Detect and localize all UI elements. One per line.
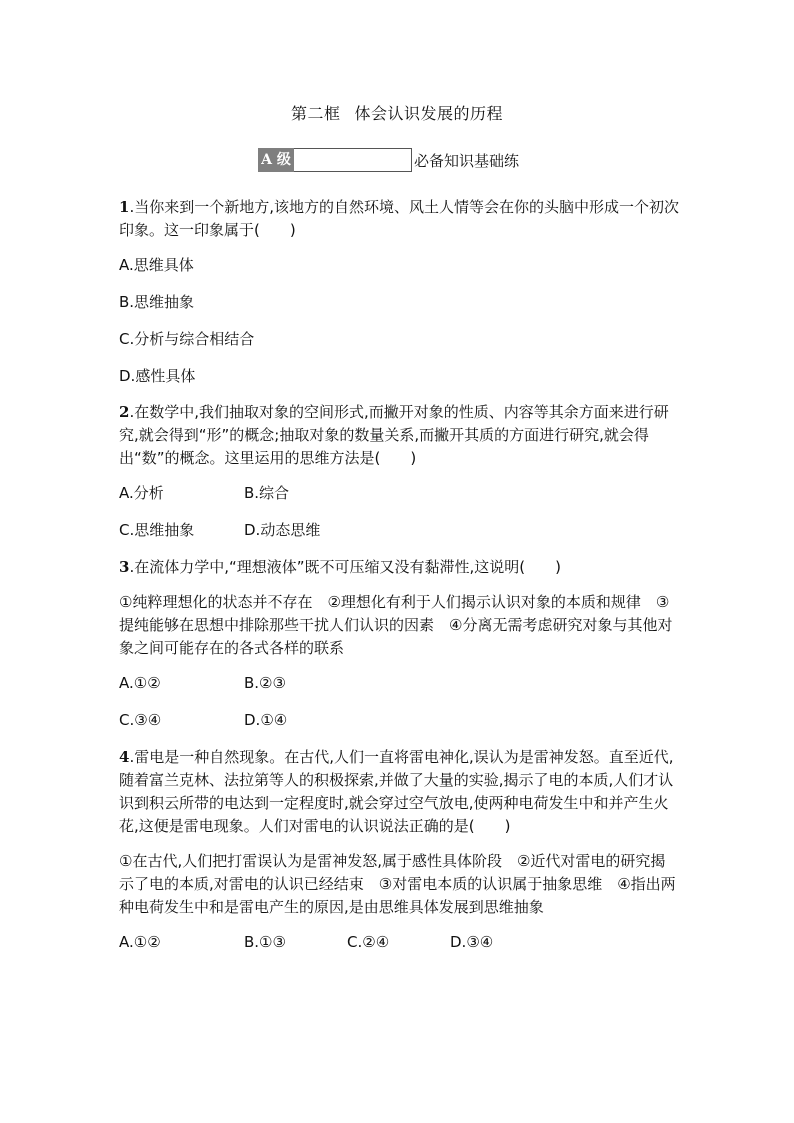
question-stem [119, 556, 679, 579]
option-c: C.思维抽象 [119, 521, 195, 539]
level-label: 必备知识基础练 [414, 152, 520, 170]
option-row [119, 931, 679, 953]
option-a: A.①② [119, 933, 161, 951]
option-row [119, 519, 679, 541]
question-4 [119, 746, 679, 953]
question-list [119, 196, 679, 953]
option-row [119, 482, 679, 504]
option-d: D.感性具体 [119, 367, 196, 385]
option-a: A.思维具体 [119, 256, 194, 274]
option-row [119, 672, 679, 694]
question-text: .雷电是一种自然现象。在古代,人们一直将雷电神化,误认为是雷神发怒。直至近代,随着富兰克林、法拉第等人的积极探索,并做了大量的实验,揭示了电的本质,人们才认识到积云所带的电达到一定程度时,就会穿过空气放电,使两种电荷发生中和并产生火花,这便是雷电现象。人们对雷电的认识说法正确的是( ) [119, 748, 674, 835]
option-d: D.动态思维 [244, 521, 321, 539]
question-3 [119, 556, 679, 731]
question-text: .当你来到一个新地方,该地方的自然环境、风土人情等会在你的头脑中形成一个初次印象。这一印象属于( ) [119, 198, 679, 239]
option-a: A.①② [119, 674, 161, 692]
question-text: .在数学中,我们抽取对象的空间形式,而撇开对象的性质、内容等其余方面来进行研究,就会得到“形”的概念;抽取对象的数量关系,而撇开其质的方面进行研究,就会得出“数”的概念。这里运用的思维方法是( ) [119, 403, 669, 467]
option-d: D.③④ [450, 933, 494, 951]
option-a: A.分析 [119, 484, 164, 502]
question-2 [119, 401, 679, 541]
question-number: 1 [119, 198, 130, 216]
section-title: 体会认识发展的历程 [354, 104, 504, 123]
page-title [0, 101, 794, 124]
option-row [119, 709, 679, 731]
question-text: .在流体力学中,“理想液体”既不可压缩又没有黏滞性,这说明( ) [129, 558, 561, 576]
section-label: 第二框 [290, 104, 341, 123]
level-box [294, 148, 412, 172]
option-c: C.③④ [119, 711, 162, 729]
option-b: B.②③ [244, 674, 286, 692]
question-statements: ①纯粹理想化的状态并不存在 ②理想化有利于人们揭示认识对象的本质和规律 ③提纯能够在思想中排除那些干扰人们认识的因素 ④分离无需考虑研究对象与其他对象之间可能存在的各式各样的联系 [119, 593, 673, 657]
level-badge: A 级 [258, 148, 294, 172]
question-stem [119, 401, 679, 470]
question-number: 2 [119, 403, 130, 421]
question-number: 4 [119, 748, 130, 766]
option-c: C.②④ [347, 933, 390, 951]
question-statements: ①在古代,人们把打雷误认为是雷神发怒,属于感性具体阶段 ②近代对雷电的研究揭示了电的本质,对雷电的认识已经结束 ③对雷电本质的认识属于抽象思维 ④指出两种电荷发生中和是雷电产生的原因,是由思维具体发展到思维抽象 [119, 852, 676, 916]
option-b: B.①③ [244, 933, 286, 951]
option-d: D.①④ [244, 711, 288, 729]
question-number: 3 [119, 558, 130, 576]
option-c: C.分析与综合相结合 [119, 330, 255, 348]
option-b: B.思维抽象 [119, 293, 195, 311]
question-stem [119, 746, 679, 838]
option-b: B.综合 [244, 484, 290, 502]
question-stem [119, 196, 679, 242]
level-header [258, 146, 519, 172]
question-1 [119, 196, 679, 387]
